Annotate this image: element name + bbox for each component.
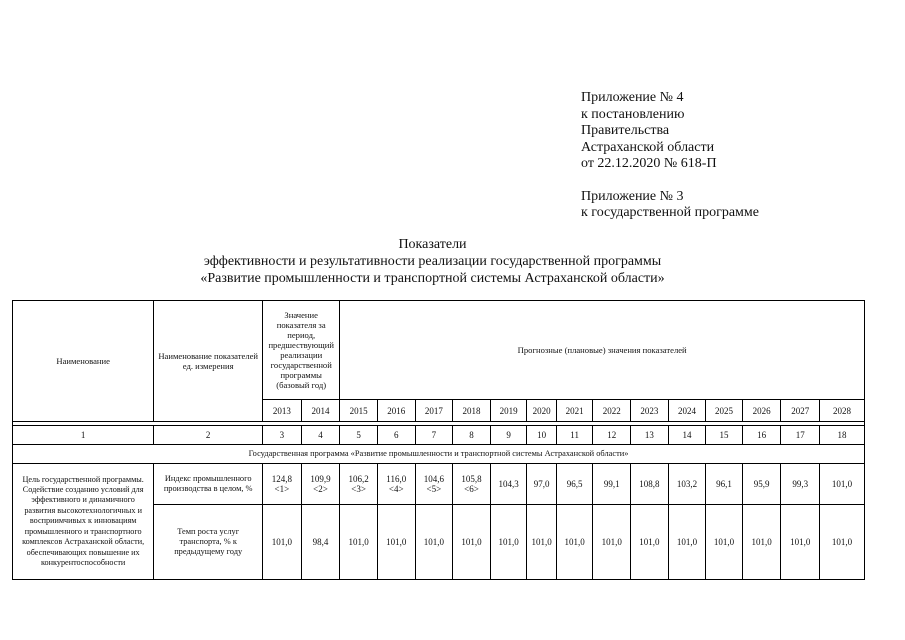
indicator-value: 105,8 <6> bbox=[453, 464, 491, 505]
column-number: 17 bbox=[781, 426, 820, 445]
year-header: 2026 bbox=[742, 400, 781, 422]
column-number: 16 bbox=[742, 426, 781, 445]
header-forecast: Прогнозные (плановые) значения показателей bbox=[340, 301, 865, 400]
indicator-value: 101,0 bbox=[377, 505, 415, 580]
indicator-value: 99,3 bbox=[781, 464, 820, 505]
indicator-value: 101,0 bbox=[742, 505, 781, 580]
goal-cell: Цель государственной программы. Содействие созданию условий для эффективного и динамичного развития высокотехнологичных и восприимчивых к инновациям промышленного и транспортного комплексов Астраханской области, обеспечивающих повышение их конкурентоспособности bbox=[13, 464, 154, 580]
indicator-value: 101,0 bbox=[706, 505, 743, 580]
indicator-value: 101,0 bbox=[631, 505, 669, 580]
column-number: 2 bbox=[154, 426, 263, 445]
indicator-value: 101,0 bbox=[453, 505, 491, 580]
year-header: 2024 bbox=[668, 400, 706, 422]
appendix-block bbox=[581, 90, 759, 222]
indicator-value: 101,0 bbox=[263, 505, 302, 580]
indicator-value: 101,0 bbox=[668, 505, 706, 580]
year-header: 2025 bbox=[706, 400, 743, 422]
indicator-value: 101,0 bbox=[781, 505, 820, 580]
program-title-cell: Государственная программа «Развитие промышленности и транспортной системы Астраханской области» bbox=[13, 445, 865, 464]
indicator-value: 109,9 <2> bbox=[301, 464, 340, 505]
column-number: 5 bbox=[340, 426, 378, 445]
column-number: 15 bbox=[706, 426, 743, 445]
appendix-line: к постановлению bbox=[581, 106, 685, 122]
indicator-value: 101,0 bbox=[527, 505, 556, 580]
title-line: Показатели bbox=[398, 237, 467, 252]
indicator-value: 101,0 bbox=[820, 505, 865, 580]
year-header: 2022 bbox=[593, 400, 631, 422]
header-unit: Наименование показателей ед. измерения bbox=[154, 301, 263, 422]
column-number: 14 bbox=[668, 426, 706, 445]
indicator-value: 97,0 bbox=[527, 464, 556, 505]
appendix-line: к государственной программе bbox=[581, 205, 759, 220]
year-header: 2013 bbox=[263, 400, 302, 422]
indicator-value: 101,0 bbox=[340, 505, 378, 580]
indicator-value: 98,4 bbox=[301, 505, 340, 580]
indicator-value: 101,0 bbox=[593, 505, 631, 580]
header-name: Наименование bbox=[13, 301, 154, 422]
column-number: 12 bbox=[593, 426, 631, 445]
appendix-line: Приложение № 4 bbox=[581, 90, 684, 105]
column-number: 1 bbox=[13, 426, 154, 445]
appendix-line: Правительства bbox=[581, 123, 670, 138]
year-header: 2028 bbox=[820, 400, 865, 422]
column-number: 18 bbox=[820, 426, 865, 445]
indicator-value: 103,2 bbox=[668, 464, 706, 505]
column-number: 6 bbox=[377, 426, 415, 445]
indicator-name: Индекс промышленного производства в целом, % bbox=[154, 464, 263, 505]
year-header: 2017 bbox=[415, 400, 453, 422]
indicator-value: 108,8 bbox=[631, 464, 669, 505]
year-header: 2020 bbox=[527, 400, 556, 422]
indicator-value: 96,1 bbox=[706, 464, 743, 505]
column-number: 11 bbox=[556, 426, 593, 445]
indicator-value: 124,8 <1> bbox=[263, 464, 302, 505]
title-line: «Развитие промышленности и транспортной системы Астраханской области» bbox=[200, 271, 665, 286]
document-title bbox=[0, 236, 865, 287]
appendix-line: от 22.12.2020 № 618-П bbox=[581, 156, 717, 171]
indicator-value: 106,2 <3> bbox=[340, 464, 378, 505]
indicator-value: 99,1 bbox=[593, 464, 631, 505]
title-line: эффективности и результативности реализации государственной программы bbox=[203, 254, 662, 269]
year-header: 2016 bbox=[377, 400, 415, 422]
year-header: 2015 bbox=[340, 400, 378, 422]
column-number: 3 bbox=[263, 426, 302, 445]
indicators-table bbox=[12, 300, 865, 580]
appendix-line: Приложение № 3 bbox=[581, 188, 684, 204]
column-number: 4 bbox=[301, 426, 340, 445]
year-header: 2018 bbox=[453, 400, 491, 422]
header-base: Значение показателя за период, предшествующий реализации государственной программы (базовый год) bbox=[263, 301, 340, 400]
column-number: 10 bbox=[527, 426, 556, 445]
indicator-value: 104,6 <5> bbox=[415, 464, 453, 505]
indicator-value: 101,0 bbox=[556, 505, 593, 580]
appendix-line: Астраханской области bbox=[581, 139, 715, 155]
year-header: 2019 bbox=[490, 400, 527, 422]
year-header: 2027 bbox=[781, 400, 820, 422]
indicator-value: 95,9 bbox=[742, 464, 781, 505]
column-number: 8 bbox=[453, 426, 491, 445]
year-header: 2021 bbox=[556, 400, 593, 422]
indicator-value: 101,0 bbox=[490, 505, 527, 580]
year-header: 2014 bbox=[301, 400, 340, 422]
indicator-value: 101,0 bbox=[415, 505, 453, 580]
column-number: 9 bbox=[490, 426, 527, 445]
column-number: 7 bbox=[415, 426, 453, 445]
indicator-value: 116,0 <4> bbox=[377, 464, 415, 505]
year-header: 2023 bbox=[631, 400, 669, 422]
indicator-name: Темп роста услуг транспорта, % к предыдущему году bbox=[154, 505, 263, 580]
indicator-value: 101,0 bbox=[820, 464, 865, 505]
indicator-value: 104,3 bbox=[490, 464, 527, 505]
column-number: 13 bbox=[631, 426, 669, 445]
indicator-value: 96,5 bbox=[556, 464, 593, 505]
